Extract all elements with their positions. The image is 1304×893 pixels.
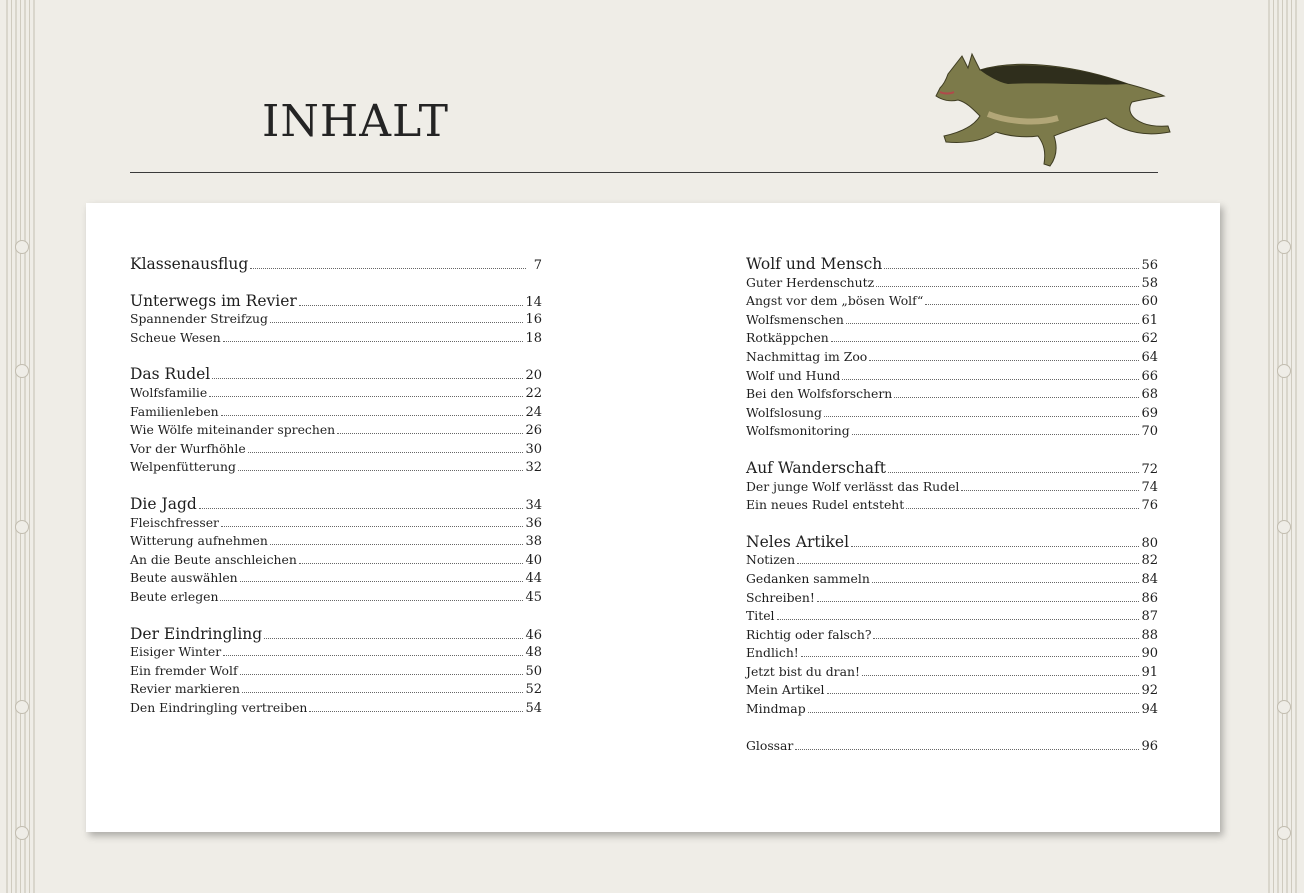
toc-subentry[interactable] — [130, 514, 542, 533]
toc-entry-page: 14 — [525, 294, 542, 310]
dot-leader — [862, 674, 1140, 676]
toc-subentry[interactable] — [746, 737, 1158, 756]
toc-entry-page: 58 — [1141, 275, 1158, 291]
toc-chapter-group — [130, 365, 542, 477]
dot-leader — [309, 710, 523, 712]
dot-leader — [888, 471, 1139, 473]
toc-subentry[interactable] — [746, 311, 1158, 330]
dot-leader — [299, 562, 524, 564]
ornament-icon — [15, 520, 29, 534]
toc-subentry[interactable] — [746, 551, 1158, 570]
toc-subentry[interactable] — [746, 570, 1158, 589]
toc-entry-title: Scheue Wesen — [130, 329, 221, 345]
toc-entry-title: Richtig oder falsch? — [746, 626, 872, 642]
toc-entry-page: 20 — [525, 368, 542, 384]
toc-entry-page: 91 — [1141, 664, 1158, 680]
toc-entry-page: 84 — [1141, 571, 1158, 587]
toc-entry-title: Der junge Wolf verlässt das Rudel — [746, 478, 960, 494]
toc-entry-page: 70 — [1141, 424, 1158, 440]
dot-leader — [831, 340, 1140, 342]
toc-subentry[interactable] — [746, 329, 1158, 348]
dot-leader — [846, 322, 1140, 324]
dot-leader — [827, 692, 1140, 694]
toc-chapter-group — [746, 533, 1158, 719]
toc-entry-title: Wolfslosung — [746, 404, 822, 420]
toc-entry-page: 40 — [525, 552, 542, 568]
toc-entry-title: Schreiben! — [746, 589, 815, 605]
toc-subentry[interactable] — [130, 329, 542, 348]
toc-subentry[interactable] — [746, 626, 1158, 645]
toc-entry-title: Wolfsmenschen — [746, 311, 844, 327]
toc-entry-page: 61 — [1141, 312, 1158, 328]
toc-entry-title: Welpenfütterung — [130, 459, 236, 475]
dot-leader — [808, 711, 1140, 713]
toc-entry-page: 38 — [525, 534, 542, 550]
toc-panel — [86, 203, 1220, 832]
toc-entry-page: 36 — [525, 515, 542, 531]
dot-leader — [842, 378, 1139, 380]
toc-entry-page: 86 — [1141, 590, 1158, 606]
decorative-border-left — [6, 0, 36, 893]
toc-entry-title: Guter Herdenschutz — [746, 274, 875, 290]
toc-entry-title: Vor der Wurfhöhle — [130, 440, 246, 456]
toc-chapter-entry[interactable] — [130, 365, 542, 384]
ornament-icon — [1277, 364, 1291, 378]
toc-chapter-group — [746, 459, 1158, 515]
toc-subentry[interactable] — [746, 274, 1158, 293]
toc-entry-title: Auf Wanderschaft — [746, 458, 886, 477]
page-title: INHALT — [262, 96, 450, 147]
toc-subentry[interactable] — [130, 588, 542, 607]
dot-leader — [852, 433, 1140, 435]
toc-chapter-group — [130, 625, 542, 718]
toc-entry-title: Beute auswählen — [130, 570, 238, 586]
toc-entry-page: 52 — [525, 682, 542, 698]
dot-leader — [337, 432, 523, 434]
dot-leader — [264, 637, 523, 639]
toc-entry-page: 56 — [1141, 258, 1158, 273]
dot-leader — [884, 267, 1139, 269]
toc-entry-title: An die Beute anschleichen — [130, 551, 297, 567]
toc-entry-page: 46 — [525, 627, 542, 643]
toc-entry-page: 74 — [1141, 479, 1158, 495]
toc-entry-title: Wolf und Mensch — [746, 255, 883, 273]
dot-leader — [925, 303, 1139, 305]
toc-entry-page: 72 — [1141, 461, 1158, 477]
toc-entry-title: Witterung aufnehmen — [130, 533, 268, 549]
toc-entry-title: Der Eindringling — [130, 624, 263, 643]
toc-subentry[interactable] — [130, 458, 542, 477]
toc-subentry[interactable] — [746, 589, 1158, 608]
dot-leader — [238, 469, 524, 471]
dot-leader — [869, 359, 1139, 361]
toc-entry-title: Eisiger Winter — [130, 644, 222, 660]
toc-subentry[interactable] — [130, 310, 542, 329]
toc-subentry[interactable] — [130, 643, 542, 662]
toc-chapter-entry[interactable] — [130, 292, 542, 311]
toc-subentry[interactable] — [130, 699, 542, 718]
dot-leader — [199, 507, 524, 509]
toc-entry-page: 50 — [525, 663, 542, 679]
decorative-border-right — [1268, 0, 1298, 893]
toc-entry-page: 16 — [525, 312, 542, 328]
dot-leader — [851, 545, 1139, 547]
toc-entry-title: Wolfsmonitoring — [746, 423, 850, 439]
ornament-icon — [1277, 700, 1291, 714]
toc-chapter-entry[interactable] — [746, 533, 1158, 552]
toc-subentry[interactable] — [130, 403, 542, 422]
toc-entry-title: Mindmap — [746, 701, 806, 717]
toc-column-left — [130, 255, 542, 735]
ornament-icon — [15, 700, 29, 714]
toc-entry-page: 18 — [525, 330, 542, 346]
toc-entry-page: 32 — [525, 460, 542, 476]
toc-entry-title: Wolfsfamilie — [130, 384, 208, 400]
toc-entry-page: 80 — [1141, 535, 1158, 551]
toc-entry-title: Beute erlegen — [130, 588, 219, 604]
toc-subentry[interactable] — [130, 662, 542, 681]
toc-chapter-group — [130, 292, 542, 348]
running-wolf-icon — [928, 44, 1176, 169]
dot-leader — [795, 748, 1139, 750]
toc-entry-title: Gedanken sammeln — [746, 570, 870, 586]
toc-subentry[interactable] — [130, 551, 542, 570]
toc-entry-page: 30 — [525, 441, 542, 457]
toc-entry-page: 34 — [525, 497, 542, 513]
toc-entry-page: 24 — [525, 404, 542, 420]
toc-chapter-group — [746, 255, 1158, 441]
toc-subentry[interactable] — [746, 496, 1158, 515]
toc-entry-page: 94 — [1141, 702, 1158, 718]
toc-entry-title: Jetzt bist du dran! — [746, 663, 860, 679]
toc-entry-page: 66 — [1141, 368, 1158, 384]
toc-chapter-group — [130, 495, 542, 607]
toc-entry-title: Rotkäppchen — [746, 330, 829, 346]
toc-entry-title: Klassenausflug — [130, 255, 249, 273]
ornament-icon — [1277, 826, 1291, 840]
toc-subentry[interactable] — [130, 532, 542, 551]
toc-subentry[interactable] — [746, 607, 1158, 626]
toc-subentry[interactable] — [746, 681, 1158, 700]
dot-leader — [872, 581, 1140, 583]
toc-chapter-entry[interactable] — [130, 495, 542, 514]
toc-entry-title: Revier markieren — [130, 681, 240, 697]
toc-subentry[interactable] — [746, 663, 1158, 682]
dot-leader — [223, 340, 524, 342]
toc-subentry[interactable] — [130, 421, 542, 440]
ornament-icon — [15, 240, 29, 254]
dot-leader — [240, 673, 524, 675]
dot-leader — [240, 580, 524, 582]
dot-leader — [876, 285, 1139, 287]
dot-leader — [817, 600, 1140, 602]
dot-leader — [248, 451, 524, 453]
toc-entry-page: 69 — [1141, 405, 1158, 421]
toc-subentry[interactable] — [130, 680, 542, 699]
toc-entry-page: 68 — [1141, 387, 1158, 403]
dot-leader — [220, 599, 523, 601]
toc-entry-page: 7 — [533, 258, 542, 273]
toc-entry-title: Mein Artikel — [746, 682, 825, 698]
toc-entry-title: Endlich! — [746, 645, 799, 661]
toc-entry-title: Notizen — [746, 552, 796, 568]
dot-leader — [221, 525, 524, 527]
toc-entry-page: 62 — [1141, 331, 1158, 347]
dot-leader — [270, 543, 524, 545]
dot-leader — [777, 618, 1140, 620]
toc-entry-title: Ein fremder Wolf — [130, 662, 238, 678]
dot-leader — [961, 489, 1139, 491]
toc-chapter-entry[interactable] — [746, 255, 1158, 274]
dot-leader — [299, 304, 524, 306]
toc-entry-page: 88 — [1141, 627, 1158, 643]
ornament-icon — [1277, 240, 1291, 254]
toc-subentry[interactable] — [746, 385, 1158, 404]
title-rule — [130, 172, 1158, 173]
toc-entry-title: Bei den Wolfsforschern — [746, 386, 893, 402]
toc-subentry[interactable] — [746, 700, 1158, 719]
toc-chapter-entry[interactable] — [130, 625, 542, 644]
toc-entry-page: 54 — [525, 700, 542, 716]
toc-subentry[interactable] — [746, 348, 1158, 367]
toc-column-right — [746, 255, 1158, 773]
toc-entry-title: Wolf und Hund — [746, 367, 841, 383]
dot-leader — [894, 396, 1139, 398]
ornament-icon — [1277, 520, 1291, 534]
toc-entry-page: 64 — [1141, 349, 1158, 365]
toc-entry-title: Wie Wölfe miteinander sprechen — [130, 422, 336, 438]
toc-entry-page: 44 — [525, 571, 542, 587]
toc-entry-title: Familienleben — [130, 403, 219, 419]
dot-leader — [223, 654, 523, 656]
toc-entry-title: Unterwegs im Revier — [130, 291, 297, 310]
toc-entry-page: 60 — [1141, 294, 1158, 310]
toc-entry-title: Den Eindringling vertreiben — [130, 699, 308, 715]
toc-subentry[interactable] — [130, 569, 542, 588]
dot-leader — [209, 395, 523, 397]
dot-leader — [801, 655, 1140, 657]
dot-leader — [270, 321, 524, 323]
toc-entry-title: Ein neues Rudel entsteht — [746, 497, 905, 513]
toc-entry-page: 22 — [525, 385, 542, 401]
toc-subentry[interactable] — [130, 440, 542, 459]
toc-subentry[interactable] — [746, 367, 1158, 386]
toc-subentry[interactable] — [746, 644, 1158, 663]
toc-entry-page: 48 — [525, 645, 542, 661]
dot-leader — [873, 637, 1139, 639]
dot-leader — [250, 267, 526, 269]
toc-chapter-group — [130, 255, 542, 274]
toc-entry-page: 76 — [1141, 498, 1158, 514]
dot-leader — [242, 691, 524, 693]
toc-entry-title: Fleischfresser — [130, 514, 219, 530]
toc-entry-title: Neles Artikel — [746, 532, 850, 551]
toc-entry-page: 96 — [1141, 738, 1158, 754]
toc-chapter-entry[interactable] — [746, 459, 1158, 478]
toc-entry-title: Titel — [746, 608, 775, 624]
toc-subentry[interactable] — [130, 384, 542, 403]
toc-subentry[interactable] — [746, 404, 1158, 423]
ornament-icon — [15, 826, 29, 840]
toc-entry-page: 92 — [1141, 683, 1158, 699]
dot-leader — [212, 377, 523, 379]
toc-entry-title: Spannender Streifzug — [130, 311, 268, 327]
toc-entry-page: 45 — [525, 589, 542, 605]
toc-subentry[interactable] — [746, 422, 1158, 441]
dot-leader — [221, 414, 524, 416]
toc-subentry[interactable] — [746, 292, 1158, 311]
dot-leader — [906, 507, 1139, 509]
dot-leader — [824, 415, 1140, 417]
ornament-icon — [15, 364, 29, 378]
toc-entry-page: 26 — [525, 423, 542, 439]
toc-entry-title: Nachmittag im Zoo — [746, 348, 868, 364]
toc-subentry[interactable] — [746, 478, 1158, 497]
toc-chapter-entry[interactable] — [130, 255, 542, 274]
toc-entry-page: 82 — [1141, 553, 1158, 569]
toc-entry-title: Glossar — [746, 737, 794, 753]
dot-leader — [797, 562, 1139, 564]
toc-chapter-group — [746, 737, 1158, 756]
toc-entry-page: 87 — [1141, 609, 1158, 625]
toc-entry-title: Angst vor dem „bösen Wolf“ — [746, 293, 924, 309]
toc-entry-title: Die Jagd — [130, 494, 197, 513]
toc-entry-page: 90 — [1141, 646, 1158, 662]
toc-entry-title: Das Rudel — [130, 365, 211, 384]
